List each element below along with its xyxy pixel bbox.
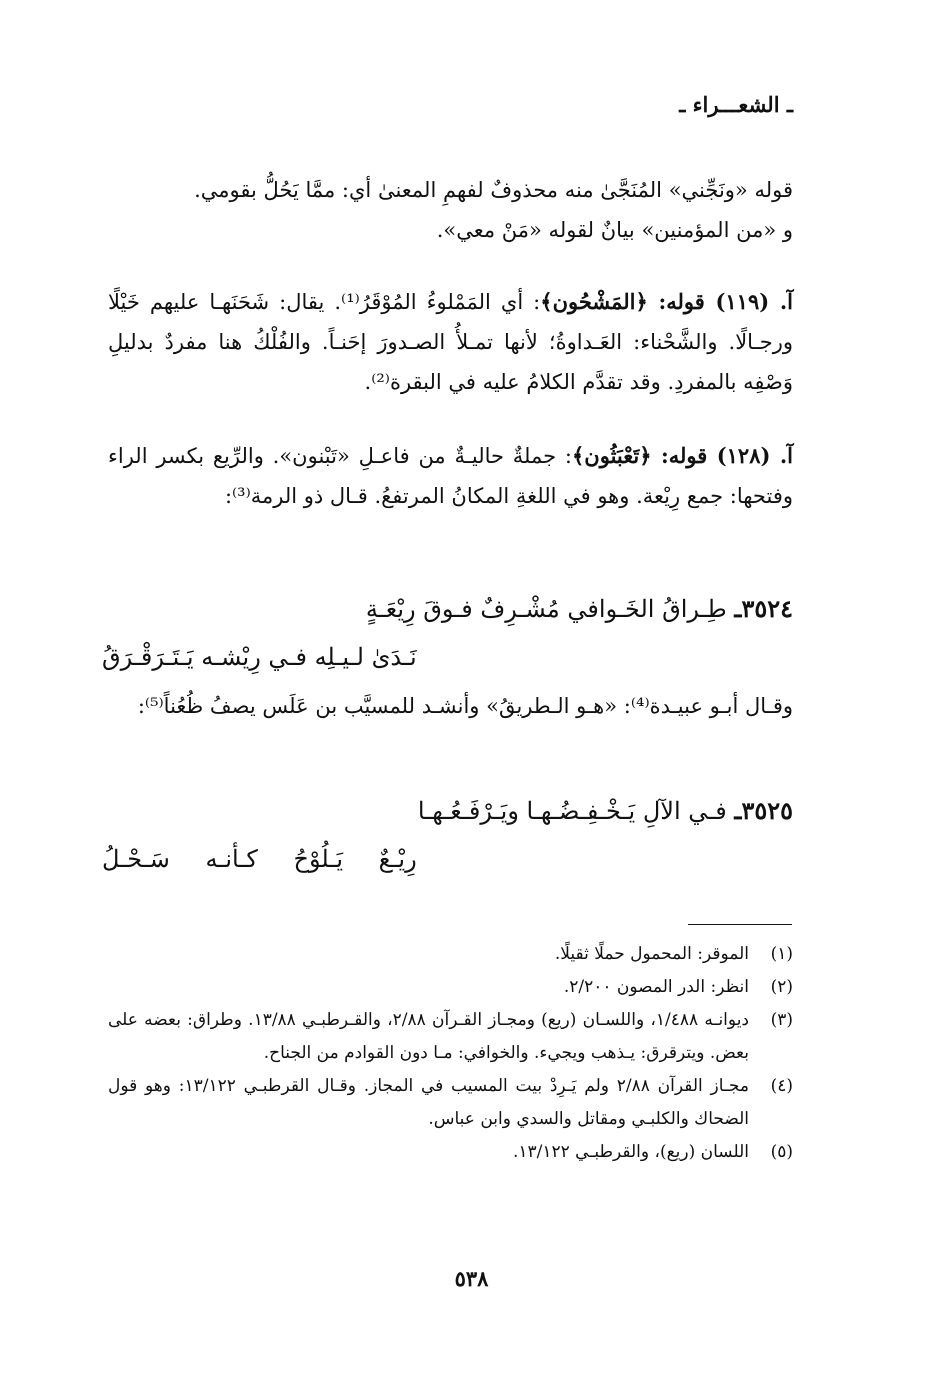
footnote-separator <box>688 924 792 925</box>
paragraph-1-line-2: و «من المؤمنين» بيانٌ لقوله «مَنْ معي». <box>436 218 793 242</box>
footnote-text: اللسان (ريع)، والقرطبـي ١٣/١٢٢. <box>512 1142 749 1162</box>
poem-verse-3525 <box>100 787 793 883</box>
footnote-text: الموقر: المحمول حملًا ثقيلًا. <box>554 944 749 964</box>
footnote-number: (٤) <box>770 1076 793 1096</box>
verse-3525-second-hemistich: رِيْـعٌ يَـلُوْحُ كـأنـه سَـحْـلُ <box>102 845 417 873</box>
verse-ref-128: آ. (١٢٨) قوله: ﴿تَعْبَثُون﴾ <box>572 443 793 468</box>
footnote-2 <box>108 971 793 1004</box>
footnote-number: (٢) <box>770 977 793 997</box>
footnote-5 <box>108 1136 793 1169</box>
paragraph-1 <box>108 170 793 250</box>
footnote-number: (٣) <box>770 1010 793 1030</box>
paragraph-119-text: : أي المَمْلوءُ المُوْقَرُ⁽¹⁾. يقال: شَحَنَهـا عليهم خَيْلًا ورجـالًا. والشَّحْناء: العَـداوةُ؛ لأنها تمـلأُ الصـدورَ إحَنـاً. والفُلْكُ هنا مفردٌ بدليلِ وَصْفِه بالمفردِ. وقد تقدَّم الكلامُ عليه في البقرة⁽²⁾. <box>108 290 793 394</box>
verse-number: ٣٥٢٥ـ <box>734 796 793 825</box>
page-number: ٥٣٨ <box>454 1266 489 1291</box>
paragraph-128-text: : جملةٌ حاليـةٌ من فاعـلِ «تَبْنون». والرِّيع بكسر الراء وفتحها: جمع رِيْعة. وهو في اللغةِ المكانُ المرتفعُ. قـال ذو الرمة⁽³⁾: <box>108 444 793 508</box>
footnotes <box>108 938 793 1169</box>
footnote-number: (١) <box>770 944 793 964</box>
paragraph-128 <box>108 436 793 516</box>
verse-3524-second-hemistich: نَـدَىٰ لـيـلِه فـي رِيْشـه يَـتَـرَقْـرَقُ <box>102 643 417 671</box>
footnote-text: مجـاز القرآن ٢/٨٨ ولم يَـرِدْ بيت المسيب في المجاز. وقـال القرطبـي ١٣/١٢٢: وهو قول الضحاك والكلبـي ومقاتل والسدي وابن عباس. <box>108 1076 749 1129</box>
footnote-3 <box>108 1004 793 1070</box>
verse-number: ٣٥٢٤ـ <box>734 594 793 623</box>
poem-verse-3524 <box>100 585 793 681</box>
footnote-1 <box>108 938 793 971</box>
footnote-number: (٥) <box>770 1142 793 1162</box>
running-header: ـ الشعـــراء ـ <box>679 92 793 117</box>
verse-3524-first-hemistich <box>100 585 793 633</box>
verse-3525-first-hemistich <box>100 787 793 835</box>
paragraph-1-line-1: قوله «ونَجِّني» المُنَجَّىٰ منه محذوفٌ لفهمِ المعنىٰ أي: ممَّا يَحُلُّ بقومي. <box>194 178 793 202</box>
verse-text: فـي الآلِ يَـخْـفِـضُـهـا ويَـرْفَـعُـهـا <box>417 797 727 825</box>
footnote-text: انظر: الدر المصون ٢/٢٠٠. <box>563 977 749 997</box>
verse-ref-119: آ. (١١٩) قوله: ﴿المَشْحُون﴾ <box>540 289 793 314</box>
verse-text: طِـراقُ الخَـوافي مُشْـرِفٌ فـوقَ رِيْعَـةٍ <box>365 595 727 623</box>
paragraph-119 <box>108 282 793 402</box>
footnote-text: ديوانـه ١/٤٨٨، واللسـان (ريع) ومجـاز القـرآن ٢/٨٨، والقـرطبـي ١٣/٨٨. وطراق: بعضه على بعض. ويترقرق: يـذهب ويجيء. والخوافي: مـا دون القوادم من الجناح. <box>108 1010 749 1063</box>
footnote-4 <box>108 1070 793 1136</box>
paragraph-abu-ubayda: وقـال أبـو عبيـدة⁽⁴⁾: «هـو الـطريقُ» وأنشـد للمسيَّب بن عَلَس يصفُ ظُعُناً⁽⁵⁾: <box>137 694 793 718</box>
